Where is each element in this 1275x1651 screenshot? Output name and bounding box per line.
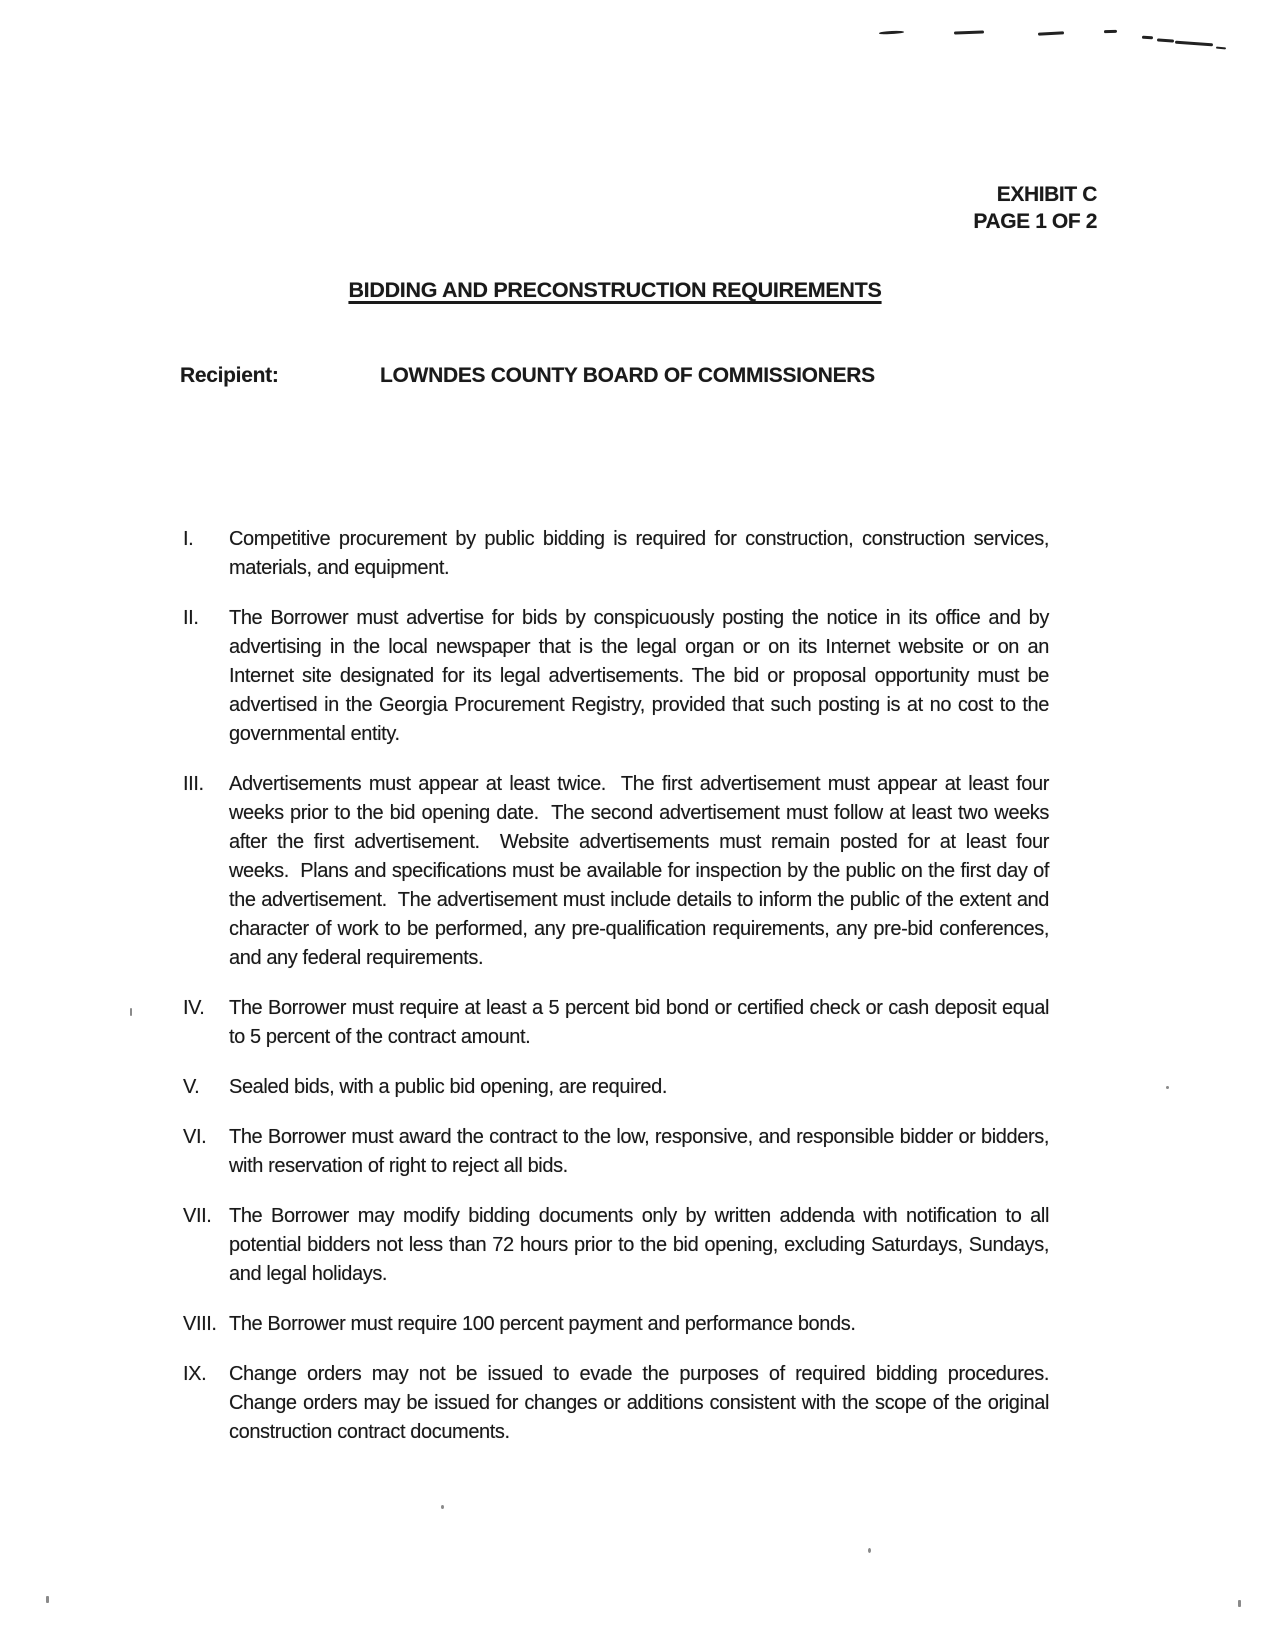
item-text: Advertisements must appear at least twice. The first advertisement must appear at least four weeks prior to the bid opening date. The second advertisement must follow at least two weeks after the first advertisement. Website advertisements must remain posted for at least four weeks. Plans and specifications must be available for inspection by the public on the first day of the advertisement. The advertisement must include details to inform the public of the extent and character of work to be performed, any pre-qualification requirements, any pre-bid conferences, and any federal requirements. (229, 773, 1055, 969)
scan-artifact-dash (1175, 41, 1213, 47)
scan-artifact-dash (879, 30, 904, 34)
item-text: Sealed bids, with a public bid opening, are required. (229, 1076, 667, 1098)
item-numeral: II. (183, 607, 199, 629)
item-text: The Borrower must advertise for bids by conspicuously posting the notice in its office and by advertising in the local newspaper that is the legal organ or on its Internet website or on an Internet site designated for its legal advertisements. The bid or proposal opportunity must be advertised in the Georgia Procurement Registry, provided that such posting is at no cost to the governmental entity. (229, 607, 1055, 745)
scan-artifact-dash (1216, 47, 1226, 50)
exhibit-label: EXHIBIT C (996, 183, 1097, 206)
scan-artifact-dash (954, 30, 984, 34)
item-numeral: IX. (183, 1363, 207, 1385)
page-title: BIDDING AND PRECONSTRUCTION REQUIREMENTS (348, 278, 882, 302)
item-numeral: I. (183, 528, 194, 550)
requirements-list (183, 525, 1055, 1447)
recipient-value: LOWNDES COUNTY BOARD OF COMMISSIONERS (380, 364, 875, 387)
item-text: The Borrower must require 100 percent payment and performance bonds. (229, 1313, 856, 1335)
list-item (183, 1202, 1055, 1289)
scan-speck (441, 1505, 444, 1509)
exhibit-header (973, 181, 1097, 235)
list-item (183, 1073, 1049, 1102)
scan-artifact-dash (1142, 36, 1153, 40)
list-item (183, 525, 1055, 583)
scan-artifact-dash (1038, 31, 1064, 35)
item-numeral: V. (183, 1076, 200, 1098)
item-text: The Borrower must require at least a 5 percent bid bond or certified check or cash deposit equal to 5 percent of the contract amount. (229, 997, 1055, 1048)
recipient-label: Recipient: (180, 364, 279, 387)
item-text: The Borrower must award the contract to the low, responsive, and responsible bidder or bidders, with reservation of right to reject all bids. (229, 1126, 1055, 1177)
scan-speck (1166, 1086, 1169, 1089)
scan-artifact-dash (1157, 38, 1174, 42)
recipient-row (180, 361, 1050, 390)
scan-speck (1238, 1600, 1241, 1607)
item-numeral: VII. (183, 1205, 212, 1227)
scan-speck (46, 1596, 49, 1603)
list-item (183, 1123, 1055, 1181)
scan-speck (868, 1548, 871, 1553)
item-text: The Borrower may modify bidding documents only by written addenda with notification to all potential bidders not less than 72 hours prior to the bid opening, excluding Saturdays, Sundays, and legal holidays. (229, 1205, 1055, 1285)
scan-artifact-dash (1104, 30, 1117, 33)
list-item (183, 994, 1055, 1052)
item-text: Competitive procurement by public bidding is required for construction, construction services, materials, and equipment. (229, 528, 1055, 579)
list-item (183, 1310, 1049, 1339)
list-item (183, 604, 1055, 749)
exhibit-page-number: PAGE 1 OF 2 (973, 210, 1097, 233)
item-numeral: VI. (183, 1126, 207, 1148)
item-numeral: III. (183, 773, 204, 795)
scan-speck (130, 1008, 132, 1016)
list-item (183, 1360, 1055, 1447)
item-text: Change orders may not be issued to evade the purposes of required bidding procedures. Change orders may be issued for changes or additions consistent with the scope of the original construction contract documents. (229, 1363, 1055, 1443)
list-item (183, 770, 1055, 973)
item-numeral: VIII. (183, 1313, 217, 1335)
item-numeral: IV. (183, 997, 205, 1019)
